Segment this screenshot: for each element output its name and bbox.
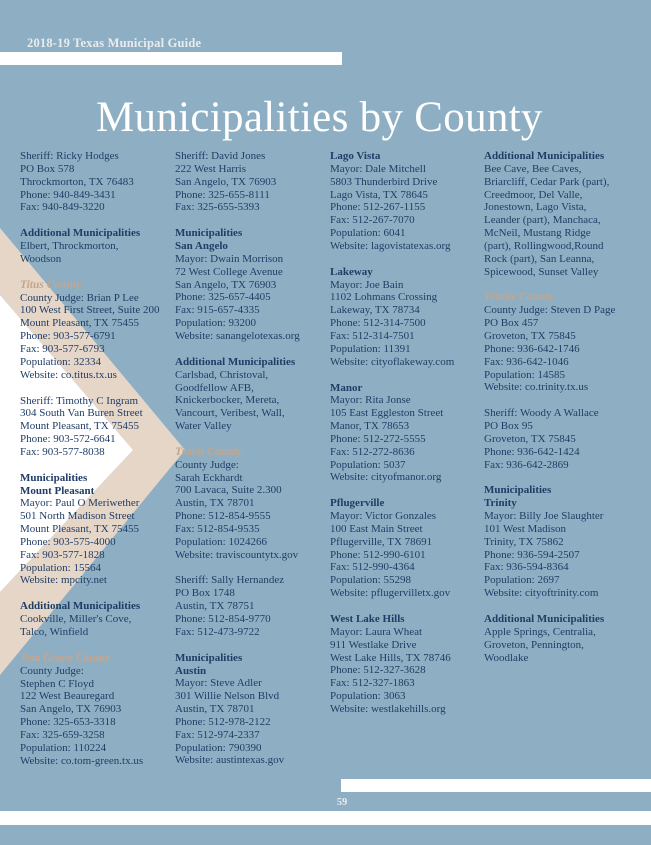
text-line: McNeil, Mustang Ridge xyxy=(484,227,591,240)
text-line: Sheriff: Ricky Hodges xyxy=(20,150,119,162)
text-line: Austin, TX 78751 xyxy=(175,600,255,613)
text-line: Vancourt, Veribest, Wall, xyxy=(175,407,285,420)
section-heading: Trinity xyxy=(484,497,517,510)
spacer xyxy=(175,214,327,227)
text-line: Phone: 903-575-4000 xyxy=(20,535,116,548)
spacer xyxy=(175,343,327,356)
spacer xyxy=(484,394,636,407)
text-line: San Angelo, TX 76903 xyxy=(175,278,277,291)
spacer xyxy=(330,253,482,266)
text-line: San Angelo, TX 76903 xyxy=(20,703,122,716)
spacer xyxy=(330,369,482,382)
text-line: Stephen C Floyd xyxy=(20,677,94,690)
text-line: Fax: 903-577-8038 xyxy=(20,445,105,458)
text-line: Fax: 940-849-3220 xyxy=(20,201,105,214)
text-line: Mayor: Billy Joe Slaughter xyxy=(484,510,604,523)
text-line: Website: westlakehills.org xyxy=(330,702,446,715)
section-heading: Additional Municipalities xyxy=(20,227,141,240)
text-line: Rock (part), San Leanna, xyxy=(484,252,595,265)
text-line: County Judge: xyxy=(20,664,84,677)
spacer xyxy=(20,382,172,395)
spacer xyxy=(484,278,636,291)
text-line: Fax: 936-642-2869 xyxy=(484,458,569,471)
text-line: Website: co.titus.tx.us xyxy=(20,368,117,381)
text-line: Fax: 512-314-7501 xyxy=(330,329,415,342)
text-line: Phone: 903-572-6641 xyxy=(20,433,116,446)
text-line: Phone: 512-272-5555 xyxy=(330,432,426,445)
text-line: County Judge: Steven D Page xyxy=(484,304,616,317)
text-line: Mayor: Joe Bain xyxy=(330,278,404,291)
text-line: 301 Willie Nelson Blvd xyxy=(175,690,280,703)
text-line: Sheriff: Timothy C Ingram xyxy=(20,394,139,407)
text-line: Population: 55298 xyxy=(330,574,411,587)
text-line: PO Box 578 xyxy=(20,162,75,175)
county-heading: Tom Green County xyxy=(20,651,111,664)
text-line: PO Box 95 xyxy=(484,420,533,433)
text-line: Population: 15564 xyxy=(20,561,101,574)
text-line: Fax: 512-990-4364 xyxy=(330,561,415,574)
text-line: Phone: 512-854-9770 xyxy=(175,613,271,625)
text-line: Website: cityoflakeway.com xyxy=(330,355,455,368)
section-heading: Municipalities xyxy=(175,227,243,240)
text-line: Website: lagovistatexas.org xyxy=(330,239,451,252)
text-line: Jonestown, Lago Vista, xyxy=(484,201,587,214)
column-2 xyxy=(175,150,327,767)
section-heading: Municipalities xyxy=(20,471,88,484)
text-line: County Judge: Brian P Lee xyxy=(20,291,139,304)
section-heading: Additional Municipalities xyxy=(175,355,296,368)
county-heading: Titus County xyxy=(20,278,82,291)
text-line: PO Box 1748 xyxy=(175,587,235,600)
text-line: Phone: 936-642-1746 xyxy=(484,342,580,355)
text-line: Phone: 325-655-8111 xyxy=(175,188,270,201)
text-line: Austin, TX 78701 xyxy=(175,497,255,510)
text-line: Mayor: Paul O Meriwether xyxy=(20,497,140,510)
column-3 xyxy=(330,150,482,716)
text-line: Phone: 325-657-4405 xyxy=(175,291,271,304)
text-line: Population: 5037 xyxy=(330,458,406,471)
text-line: Website: traviscountytx.gov xyxy=(175,548,299,561)
section-heading: Lakeway xyxy=(330,265,373,278)
text-line: Phone: 512-327-3628 xyxy=(330,664,426,677)
text-line: Groveton, TX 75845 xyxy=(484,432,576,445)
text-line: Cookville, Miller's Cove, xyxy=(20,613,132,626)
spacer xyxy=(484,600,636,613)
text-line: Population: 6041 xyxy=(330,227,406,240)
text-line: Website: austintexas.gov xyxy=(175,754,285,767)
spacer xyxy=(20,214,172,227)
text-line: San Angelo, TX 76903 xyxy=(175,175,277,188)
text-line: Mayor: Dwain Morrison xyxy=(175,252,284,265)
text-line: Water Valley xyxy=(175,420,232,433)
text-line: Fax: 915-657-4335 xyxy=(175,304,260,317)
text-line: 501 North Madison Street xyxy=(20,510,135,523)
footer-bar xyxy=(0,811,651,825)
text-line: Fax: 512-473-9722 xyxy=(175,625,260,638)
text-line: Population: 14585 xyxy=(484,368,565,381)
column-1 xyxy=(20,150,172,767)
text-line: 1102 Lohmans Crossing xyxy=(330,291,438,304)
text-line: Population: 790390 xyxy=(175,741,262,754)
text-line: Woodlake xyxy=(484,651,529,664)
text-line: 101 West Madison xyxy=(484,522,567,535)
section-heading: Municipalities xyxy=(175,651,243,664)
text-line: 911 Westlake Drive xyxy=(330,638,417,651)
section-heading: Additional Municipalities xyxy=(484,150,605,162)
spacer xyxy=(175,561,327,574)
header-bar xyxy=(0,52,342,65)
text-line: Phone: 512-314-7500 xyxy=(330,317,426,330)
section-heading: Austin xyxy=(175,664,207,677)
text-line: PO Box 457 xyxy=(484,317,539,330)
text-line: Austin, TX 78701 xyxy=(175,703,255,716)
spacer xyxy=(20,639,172,652)
text-line: Mayor: Steve Adler xyxy=(175,677,262,690)
text-line: Population: 3063 xyxy=(330,690,406,703)
text-line: Sheriff: David Jones xyxy=(175,150,266,162)
spacer xyxy=(175,639,327,652)
section-heading: Mount Pleasant xyxy=(20,484,95,497)
text-line: Website: cityoftrinity.com xyxy=(484,587,599,600)
text-line: Pflugerville, TX 78691 xyxy=(330,535,433,548)
section-heading: West Lake Hills xyxy=(330,613,405,625)
section-heading: Manor xyxy=(330,381,363,394)
text-line: Population: 11391 xyxy=(330,342,411,355)
section-heading: San Angelo xyxy=(175,240,228,253)
text-line: Phone: 936-594-2507 xyxy=(484,548,580,561)
text-line: Woodson xyxy=(20,252,62,265)
text-line: Mayor: Laura Wheat xyxy=(330,625,423,638)
text-line: Mayor: Victor Gonzales xyxy=(330,510,437,523)
text-line: Website: sanangelotexas.org xyxy=(175,329,300,342)
text-line: Manor, TX 78653 xyxy=(330,420,410,433)
text-line: 72 West College Avenue xyxy=(175,265,283,278)
text-line: 100 East Main Street xyxy=(330,522,423,535)
text-line: 222 West Harris xyxy=(175,162,247,175)
text-line: 5803 Thunderbird Drive xyxy=(330,175,438,188)
text-line: Spicewood, Sunset Valley xyxy=(484,265,599,278)
text-line: Website: co.trinity.tx.us xyxy=(484,381,589,394)
text-line: Goodfellow AFB, xyxy=(175,381,254,394)
text-line: Talco, Winfield xyxy=(20,626,89,638)
bottom-bar xyxy=(341,779,651,792)
text-line: Population: 2697 xyxy=(484,574,560,587)
text-line: Phone: 512-990-6101 xyxy=(330,548,426,561)
section-heading: Lago Vista xyxy=(330,150,381,162)
section-heading: Municipalities xyxy=(484,484,552,497)
text-line: Trinity, TX 75862 xyxy=(484,535,564,548)
text-line: Fax: 325-655-5393 xyxy=(175,201,260,214)
guide-title: 2018-19 Texas Municipal Guide xyxy=(27,36,202,50)
text-line: Groveton, TX 75845 xyxy=(484,329,576,342)
spacer xyxy=(20,587,172,600)
text-line: Sheriff: Woody A Wallace xyxy=(484,407,599,420)
text-line: 122 West Beauregard xyxy=(20,690,115,703)
county-heading: Travis County xyxy=(175,445,242,458)
section-heading: Additional Municipalities xyxy=(484,613,605,625)
text-line: 700 Lavaca, Suite 2.300 xyxy=(175,484,282,497)
spacer xyxy=(20,459,172,472)
text-line: Population: 32334 xyxy=(20,355,101,368)
text-line: County Judge: xyxy=(175,458,239,471)
spacer xyxy=(175,433,327,446)
text-line: 304 South Van Buren Street xyxy=(20,407,143,420)
spacer xyxy=(330,484,482,497)
text-line: Lakeway, TX 78734 xyxy=(330,304,420,317)
text-line: Fax: 325-659-3258 xyxy=(20,728,105,741)
text-line: Phone: 512-978-2122 xyxy=(175,715,271,728)
text-line: Phone: 325-653-3318 xyxy=(20,716,116,729)
text-line: Sarah Eckhardt xyxy=(175,471,243,484)
text-line: Knickerbocker, Mereta, xyxy=(175,394,280,407)
text-line: Mount Pleasant, TX 75455 xyxy=(20,317,139,330)
text-line: Phone: 936-642-1424 xyxy=(484,445,580,458)
spacer xyxy=(20,266,172,279)
text-line: Leander (part), Manchaca, xyxy=(484,214,601,227)
text-line: Bee Cave, Bee Caves, xyxy=(484,162,582,175)
text-line: Throckmorton, TX 76483 xyxy=(20,175,134,188)
text-line: Website: pflugervilletx.gov xyxy=(330,587,451,600)
text-line: Website: mpcity.net xyxy=(20,574,107,587)
text-line: Elbert, Throckmorton, xyxy=(20,240,119,253)
text-line: Fax: 512-974-2337 xyxy=(175,728,260,741)
text-line: Sheriff: Sally Hernandez xyxy=(175,574,285,587)
page-title: Municipalities by County xyxy=(96,94,543,141)
text-line: Population: 93200 xyxy=(175,317,256,330)
text-line: Population: 110224 xyxy=(20,741,107,754)
text-line: Creedmoor, Del Valle, xyxy=(484,188,583,201)
text-line: Phone: 512-267-1155 xyxy=(330,201,426,214)
text-line: Population: 1024266 xyxy=(175,535,267,548)
text-line: Mayor: Dale Mitchell xyxy=(330,162,426,175)
text-line: West Lake Hills, TX 78746 xyxy=(330,651,451,664)
column-4 xyxy=(484,150,636,664)
text-line: Carlsbad, Christoval, xyxy=(175,368,269,381)
text-line: Mount Pleasant, TX 75455 xyxy=(20,523,139,536)
text-line: Mayor: Rita Jonse xyxy=(330,394,411,407)
text-line: 100 West First Street, Suite 200 xyxy=(20,304,160,317)
text-line: Fax: 936-594-8364 xyxy=(484,561,569,574)
page-number: 59 xyxy=(336,797,348,808)
text-line: Lago Vista, TX 78645 xyxy=(330,188,428,201)
text-line: Apple Springs, Centralia, xyxy=(484,625,596,638)
text-line: Phone: 940-849-3431 xyxy=(20,188,116,201)
county-heading: Trinity County xyxy=(484,291,554,304)
section-heading: Additional Municipalities xyxy=(20,600,141,613)
text-line: Fax: 512-854-9535 xyxy=(175,522,260,535)
text-line: Briarcliff, Cedar Park (part), xyxy=(484,175,610,188)
text-line: Fax: 512-272-8636 xyxy=(330,445,415,458)
text-line: Phone: 512-854-9555 xyxy=(175,510,271,523)
text-line: Website: cityofmanor.org xyxy=(330,471,442,484)
spacer xyxy=(330,600,482,613)
text-line: (part), Rollingwood,Round xyxy=(484,239,604,252)
section-heading: Pflugerville xyxy=(330,497,385,510)
text-line: Fax: 903-577-6793 xyxy=(20,342,105,355)
text-line: Website: co.tom-green.tx.us xyxy=(20,754,144,767)
text-line: Fax: 936-642-1046 xyxy=(484,355,569,368)
spacer xyxy=(484,471,636,484)
text-line: Fax: 903-577-1828 xyxy=(20,548,105,561)
text-line: Mount Pleasant, TX 75455 xyxy=(20,420,139,433)
text-line: Fax: 512-327-1863 xyxy=(330,677,415,690)
text-line: 105 East Eggleston Street xyxy=(330,407,444,420)
text-line: Groveton, Pennington, xyxy=(484,638,584,651)
text-line: Phone: 903-577-6791 xyxy=(20,330,116,343)
text-line: Fax: 512-267-7070 xyxy=(330,214,415,227)
